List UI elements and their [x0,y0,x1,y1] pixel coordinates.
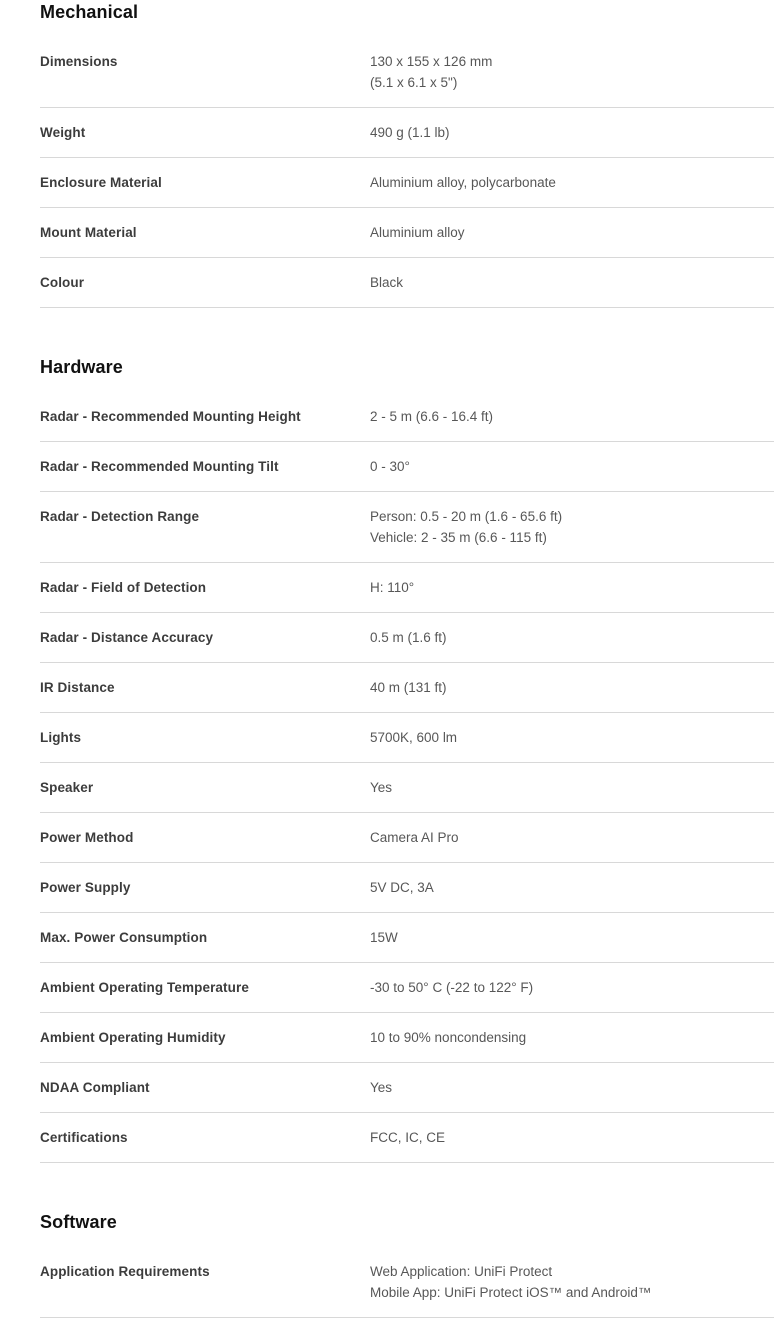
spec-value-line: 5700K, 600 lm [370,730,458,745]
spec-value [370,1127,774,1148]
spec-label: Dimensions [40,54,118,69]
row-radar-detection-range [40,492,774,563]
spec-value-line: 15W [370,930,398,945]
spec-value-line: 10 to 90% noncondensing [370,1030,527,1045]
spec-value-line: -30 to 50° C (-22 to 122° F) [370,980,534,995]
spec-value [370,1077,774,1098]
spec-value [370,977,774,998]
row-power-method [40,813,774,863]
spec-value-line: H: 110° [370,580,415,595]
row-weight [40,108,774,158]
spec-value-line: Aluminium alloy, polycarbonate [370,175,556,190]
spec-value-line: Mobile App: UniFi Protect iOS™ and Android™ [370,1285,652,1300]
spec-value [370,506,774,548]
spec-value [370,222,774,243]
spec-value-line: 0.5 m (1.6 ft) [370,630,447,645]
spec-label: Radar - Field of Detection [40,580,207,595]
spec-value-line: Vehicle: 2 - 35 m (6.6 - 115 ft) [370,530,547,545]
row-dimensions [40,37,774,108]
row-certifications [40,1113,774,1163]
spec-label: Radar - Recommended Mounting Height [40,409,301,424]
section-title-mechanical: Mechanical [40,2,139,22]
spec-value-line: Camera AI Pro [370,830,459,845]
spec-value-line: 130 x 155 x 126 mm [370,54,493,69]
row-mount-material [40,208,774,258]
spec-value-line: 40 m (131 ft) [370,680,447,695]
row-ambient-operating-temperature [40,963,774,1013]
spec-label: Ambient Operating Humidity [40,1030,226,1045]
spec-value-line: (5.1 x 6.1 x 5") [370,75,458,90]
row-application-requirements [40,1247,774,1318]
spec-value [370,1261,774,1303]
spec-label: Speaker [40,780,94,795]
spec-label: Application Requirements [40,1264,210,1279]
spec-value [370,1027,774,1048]
spec-label: Mount Material [40,225,137,240]
spec-value [370,577,774,598]
row-colour [40,258,774,308]
section-hardware [40,356,774,1163]
spec-value-line: 0 - 30° [370,459,410,474]
row-radar-recommended-mounting-height [40,392,774,442]
spec-value-line: Black [370,275,404,290]
section-software [40,1211,774,1318]
spec-value-line: Aluminium alloy [370,225,465,240]
spec-value-line: 490 g (1.1 lb) [370,125,450,140]
row-lights [40,713,774,763]
spec-value [370,777,774,798]
spec-value [370,827,774,848]
spec-value-line: 5V DC, 3A [370,880,434,895]
spec-value-line: Yes [370,780,393,795]
row-speaker [40,763,774,813]
spec-label: Weight [40,125,86,140]
row-ndaa-compliant [40,1063,774,1113]
spec-label: IR Distance [40,680,115,695]
section-title-hardware: Hardware [40,357,123,377]
spec-value [370,51,774,93]
row-max-power-consumption [40,913,774,963]
row-ambient-operating-humidity [40,1013,774,1063]
spec-value-line: FCC, IC, CE [370,1130,446,1145]
spec-label: Ambient Operating Temperature [40,980,249,995]
spec-label: NDAA Compliant [40,1080,150,1095]
spec-label: Power Supply [40,880,131,895]
spec-label: Certifications [40,1130,128,1145]
spec-value [370,677,774,698]
row-enclosure-material [40,158,774,208]
spec-label: Radar - Detection Range [40,509,200,524]
spec-label: Radar - Recommended Mounting Tilt [40,459,279,474]
section-mechanical [40,1,774,308]
spec-value-line: 2 - 5 m (6.6 - 16.4 ft) [370,409,494,424]
spec-value [370,927,774,948]
spec-value [370,627,774,648]
spec-value [370,122,774,143]
spec-value-line: Web Application: UniFi Protect [370,1264,553,1279]
section-title-software: Software [40,1212,117,1232]
row-radar-field-of-detection [40,563,774,613]
spec-value [370,877,774,898]
row-power-supply [40,863,774,913]
spec-value-line: Yes [370,1080,393,1095]
spec-value [370,172,774,193]
row-ir-distance [40,663,774,713]
spec-label: Radar - Distance Accuracy [40,630,214,645]
spec-value [370,272,774,293]
spec-label: Max. Power Consumption [40,930,208,945]
row-radar-distance-accuracy [40,613,774,663]
spec-value [370,727,774,748]
spec-value [370,406,774,427]
spec-value [370,456,774,477]
spec-label: Colour [40,275,85,290]
spec-label: Lights [40,730,82,745]
spec-label: Enclosure Material [40,175,162,190]
row-radar-recommended-mounting-tilt [40,442,774,492]
spec-value-line: Person: 0.5 - 20 m (1.6 - 65.6 ft) [370,509,563,524]
spec-label: Power Method [40,830,134,845]
